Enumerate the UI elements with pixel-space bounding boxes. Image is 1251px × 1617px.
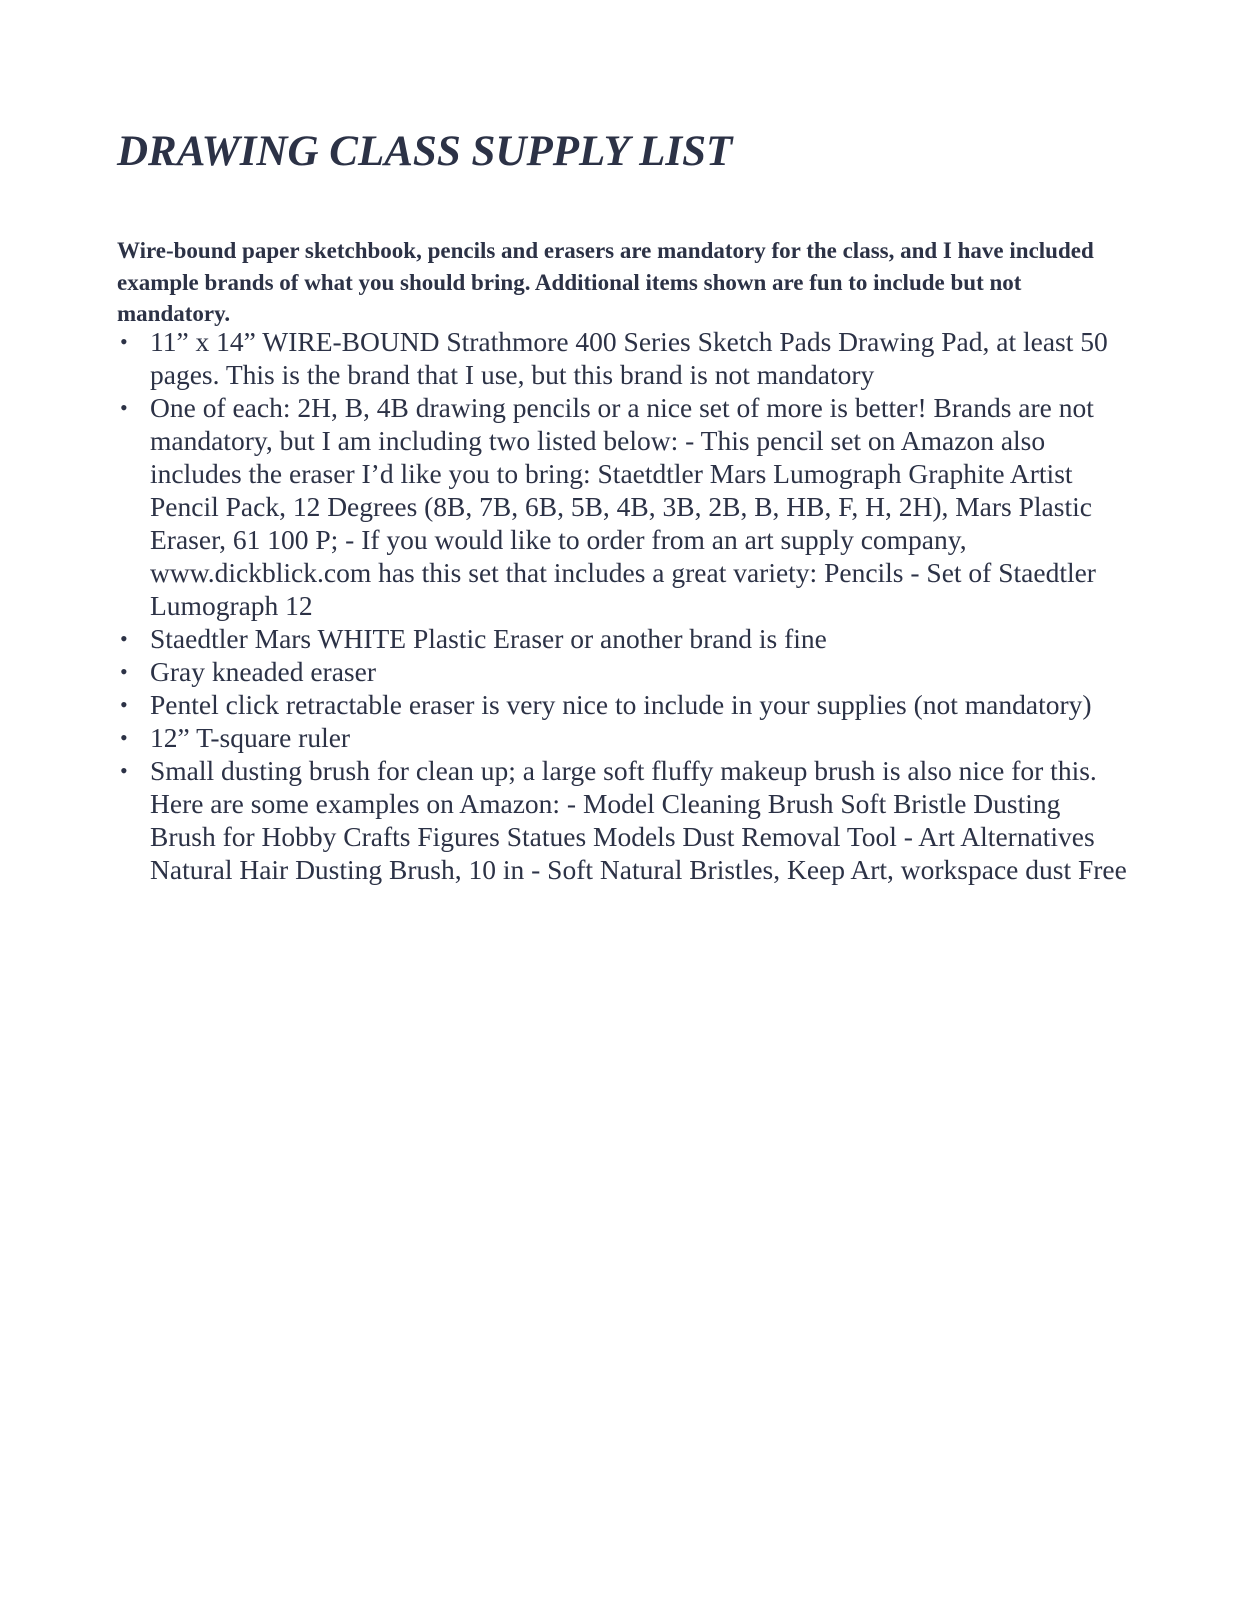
list-item-text: One of each: 2H, B, 4B drawing pencils or a nice set of more is better! Brands are not mandatory, but I am including two listed below: - This pencil set on Amazon also includes the eraser I’d like you to bring: Staetdtler Mars Lumograph Graphite Artist Pencil Pack, 12 Degrees (8B, 7B, 6B, 5B, 4B, 3B, 2B, B, HB, F, H, 2H), Mars Plastic Eraser, 61 100 P; - If you would like to order from an art supply company, www.dickblick.com has this set that includes a great variety: Pencils - Set of Staedtler Lumograph 12 <box>150 392 1096 621</box>
list-item <box>117 325 1127 391</box>
bullet-icon: • <box>120 659 128 684</box>
list-item-text: Pentel click retractable eraser is very nice to include in your supplies (not mandatory) <box>150 689 1092 720</box>
list-item <box>117 391 1127 622</box>
supply-list <box>117 325 1127 886</box>
bullet-icon: • <box>120 758 128 783</box>
bullet-icon: • <box>120 626 128 651</box>
document-title: DRAWING CLASS SUPPLY LIST <box>117 128 733 175</box>
list-item-text: Small dusting brush for clean up; a large soft fluffy makeup brush is also nice for this. Here are some examples on Amazon: - Model Cleaning Brush Soft Bristle Dusting Brush for Hobby Crafts Figures Statues Models Dust Removal Tool - Art Alternatives Natural Hair Dusting Brush, 10 in - Soft Natural Bristles, Keep Art, workspace dust Free <box>150 755 1127 885</box>
list-item <box>117 688 1127 721</box>
bullet-icon: • <box>120 692 128 717</box>
list-item <box>117 655 1127 688</box>
intro-paragraph: Wire-bound paper sketchbook, pencils and erasers are mandatory for the class, and I have included example brands of what you should bring. Additional items shown are fun to include but not mandatory. <box>117 238 1094 326</box>
list-item <box>117 721 1127 754</box>
bullet-icon: • <box>120 395 128 420</box>
list-item <box>117 754 1127 886</box>
list-item <box>117 622 1127 655</box>
list-item-text: Staedtler Mars WHITE Plastic Eraser or another brand is fine <box>150 623 827 654</box>
list-item-text: 12” T-square ruler <box>150 722 351 753</box>
list-item-text: 11” x 14” WIRE-BOUND Strathmore 400 Series Sketch Pads Drawing Pad, at least 50 pages. This is the brand that I use, but this brand is not mandatory <box>150 326 1108 390</box>
list-item-text: Gray kneaded eraser <box>150 656 376 687</box>
bullet-icon: • <box>120 329 128 354</box>
bullet-icon: • <box>120 725 128 750</box>
